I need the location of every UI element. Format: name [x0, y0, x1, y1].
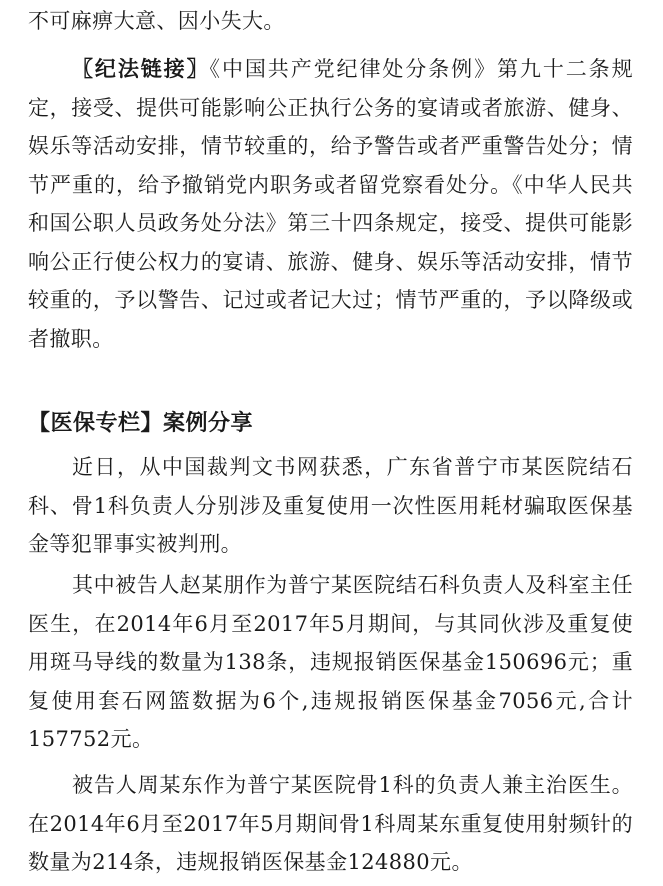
- law-link-body: 《中国共产党纪律处分条例》第九十二条规定，接受、提供可能影响公正执行公务的宴请或者旅游、健身、娱乐等活动安排，情节较重的，给予警告或者严重警告处分；情节严重的，给予撤销党内职务或者留党察看处分。《中华人民共和国公职人员政务处分法》第三十四条规定，接受、提供可能影响公正行使公权力的宴请、旅游、健身、娱乐等活动安排，情节较重的，予以警告、记过或者记大过；情节严重的，予以降级或者撤职。: [28, 57, 633, 351]
- paragraph-case-intro: 近日，从中国裁判文书网获悉，广东省普宁市某医院结石科、骨1科负责人分别涉及重复使用一次性医用耗材骗取医保基金等犯罪事实被判刑。: [28, 455, 633, 556]
- paragraph-intro-ending: 不可麻痹大意、因小失大。: [28, 9, 285, 33]
- paragraph-law-link: [28, 50, 633, 358]
- paragraph-case-zhou: 被告人周某东作为普宁某医院骨1科的负责人兼主治医生。在2014年6月至2017年5月期间骨1科周某东重复使用射频针的数量为214条，违规报销医保基金124880元。: [28, 773, 633, 874]
- paragraph-case-zhao: 其中被告人赵某朋作为普宁某医院结石科负责人及科室主任医生，在2014年6月至2017年5月期间，与其同伙涉及重复使用斑马导线的数量为138条，违规报销医保基金150696元；重复使用套石网篮数据为6个,违规报销医保基金7056元,合计157752元。: [28, 573, 633, 751]
- section-heading-medical-insurance: 【医保专栏】案例分享: [28, 411, 254, 436]
- law-link-label: 〖纪法链接〗: [72, 57, 210, 81]
